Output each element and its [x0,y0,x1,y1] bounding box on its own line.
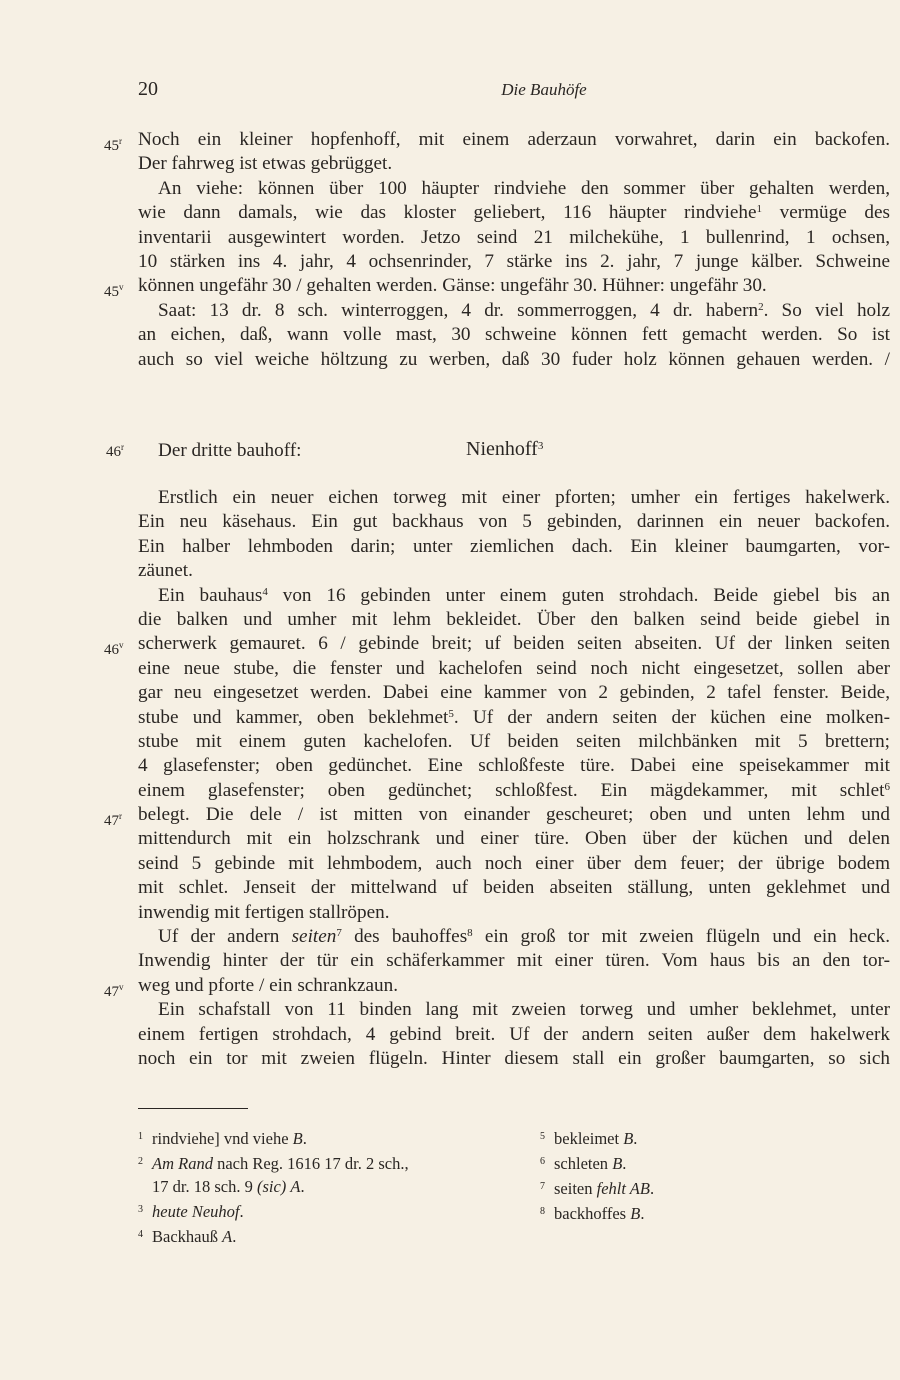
folio-number: 46 [104,642,119,659]
footnote-ref: 6 [884,780,890,793]
line-text: mittendurch mit ein holzschrank und einer türe. Oben über der küchen und delen [138,828,890,850]
line-text: inventarii ausgewintert worden. Jetzo seind 21 milchekühe, 1 bullenrind, 1 ochsen, [138,226,890,248]
line-text: inwendig mit fertigen stallröpen. [138,901,390,923]
line-text: An viehe: können über 100 häupter rindviehe den sommer über gehalten werden, [158,177,890,199]
text-line [138,779,890,803]
footnote-text: B [292,1129,303,1148]
line-text: stube mit einem guten kachelofen. Uf beiden seiten milchbänken mit 5 brettern; [138,730,890,752]
line-text: Ein schafstall von 11 binden lang mit zweien torweg und umher beklehmet, unter [158,999,890,1021]
line-text: seind 5 gebinde mit lehmbodem, auch noch einer über dem feuer; der übrige bodem [138,852,890,874]
footnote-text: schleten [554,1154,613,1173]
text-line [138,201,890,225]
footnote-text: rindviehe] vnd viehe [152,1129,293,1148]
text-line [138,348,890,372]
line-text-cont: des bauhoffes [341,926,468,948]
section-heading [106,438,890,466]
line-text: Ein bauhaus [158,584,263,606]
line-text: wie dann damals, wie das kloster geliebert, 116 häupter rindviehe [138,202,757,224]
line-text: scherwerk gemauret. 6 / gebinde breit; uf beiden seiten abseiten. Uf der linken seiten [138,633,890,655]
text-line [138,486,890,510]
folio-marker [104,275,124,304]
line-text: Inwendig hinter der tür ein schäferkammer mit einer türen. Vom haus bis an den tor- [138,950,890,972]
folio-side: v [119,282,124,293]
folio-number: 47 [104,813,119,830]
text-line [104,632,890,659]
line-text: stube und kammer, oben beklehmet [138,706,449,728]
footnote-continuation [138,1175,518,1198]
footnote-text: seiten [554,1179,597,1198]
footnote-number: 5 [540,1131,545,1142]
folio-number: 45 [104,284,119,301]
footnote-number: 7 [540,1181,545,1192]
footnote-text: . [302,1129,307,1148]
line-text: auch so viel weiche höltzung zu werben, daß 30 fuder holz können gehauen werden. / [138,348,890,370]
footnote [540,1200,840,1225]
footnote-number: 4 [138,1229,143,1240]
footnote-text: . [633,1129,638,1148]
page-header [138,78,890,104]
folio-side: v [119,640,124,651]
text-line [138,998,890,1022]
text-line [138,510,890,534]
italic-text: seiten [291,926,337,948]
footnote-ref: 3 [537,440,544,452]
footnote-text: . [640,1204,645,1223]
footnote-number: 8 [540,1206,545,1217]
footnote [540,1125,840,1150]
text-line [138,1047,890,1071]
footnote [138,1223,518,1248]
footnote [138,1198,518,1223]
footnote-text: backhoffes [554,1204,631,1223]
footnote-text: Am Rand [152,1154,213,1173]
text-line [138,730,890,754]
line-text: Noch ein kleiner hopfenhoff, mit einem aderzaun vorwahret, darin ein backofen. [138,129,890,150]
footnote-text: A [290,1177,301,1196]
text-line [138,754,890,778]
footnote [138,1150,518,1175]
text-line [138,177,890,201]
section-title: Nienhoff$^3$ [466,438,544,460]
line-text: weg und pforte / ein schrankzaun. [138,974,399,996]
footnotes-right-column [540,1125,840,1225]
folio-number: 47 [104,983,119,1000]
text-line [138,901,890,925]
folio-side: v [119,981,124,992]
text-line [104,274,890,301]
page-number: 20 [138,78,158,100]
footnote-text: . [649,1179,655,1198]
footnote-text: . [300,1177,305,1196]
footnote [540,1150,840,1175]
text-line [138,876,890,900]
text-line [138,584,890,608]
line-text: Ein halber lehmboden darin; unter ziemlichen dach. Ein kleiner baumgarten, vor- [138,535,890,557]
footnote [138,1125,518,1150]
folio-marker: 46$^r$ [106,442,124,460]
line-text: die balken und umher mit lehm bekleidet. Über den balken seind beide giebel in [138,608,890,630]
text-line [104,974,890,1000]
text-line [138,925,890,949]
footnote-ref: 8 [467,927,473,940]
footnote-text: nach Reg. 1616 17 dr. 2 sch., [212,1154,409,1173]
text-line [138,852,890,876]
line-text: zäunet. [138,560,193,582]
footnote-text: fehlt AB [596,1179,650,1198]
line-text-cont: vermüge des [761,202,890,224]
line-text: Saat: 13 dr. 8 sch. winterroggen, 4 dr. sommerroggen, 4 dr. habern [158,299,759,321]
footnote-ref: 1 [756,203,762,216]
footnote-text: B [630,1204,641,1223]
line-text: belegt. Die dele / ist mitten von einander gescheuret; oben und unten lehm und [138,804,890,826]
footnote-text: . [239,1202,244,1221]
line-text: Erstlich ein neuer eichen torweg mit einer pforten; umher ein fertiges hakelwerk. [158,487,890,508]
line-text: Uf der andern [158,926,292,948]
text-line [138,657,890,681]
footnote [540,1175,840,1200]
text-line [138,535,890,559]
footnote-text: (sic) [256,1177,287,1196]
footnote-text: . [232,1227,237,1246]
footnote-ref: 4 [262,585,268,598]
footnote-number: 3 [138,1204,143,1215]
footnote-text: heute Neuhof [152,1202,240,1221]
text-line [138,250,890,274]
paragraph-block-nienhoff [104,486,891,1071]
running-title: Die Bauhöfe [501,80,587,99]
folio-marker [104,633,124,662]
folio-marker [104,129,122,158]
footnote-number: 6 [540,1156,545,1167]
line-text-cont: von 16 gebinden unter einem guten strohdach. Beide giebel bis an [267,584,890,606]
footnote-ref: 2 [758,300,764,313]
footnote-text: Backhauß [152,1227,223,1246]
text-line [138,608,890,632]
footnote-rule [138,1108,248,1109]
footnote-number: 1 [138,1131,143,1142]
line-text: können ungefähr 30 / gehalten werden. Gänse: ungefähr 30. Hühner: ungefähr 30. [138,275,767,297]
folio-side: r [119,136,122,146]
footnote-text: B [612,1154,623,1173]
text-line [138,1023,890,1047]
text-line [138,827,890,851]
text-line [138,299,890,323]
text-line [104,128,890,154]
line-text: Der fahrweg ist etwas gebrügget. [138,153,393,175]
line-text-cont: ein groß tor mit zweien flügeln und ein heck. [472,926,891,948]
line-text: an eichen, daß, wann volle mast, 30 schweine können fett gemacht werden. So ist [138,324,890,346]
text-line [138,949,890,973]
line-text: einem glasefenster; oben gedünchet; schloßfest. Ein mägdekammer, mit schlet [138,779,885,801]
footnote-text: B [623,1129,634,1148]
paragraph-block-livestock [104,128,890,372]
text-line [104,803,890,830]
line-text: 10 stärken ins 4. jahr, 4 ochsenrinder, 7 stärke ins 2. jahr, 7 junge kälber. Schweine [138,250,890,272]
line-text: Ein neu käsehaus. Ein gut backhaus von 5 gebinden, darinnen ein neuer backofen. [138,511,890,533]
text-line [138,559,890,583]
folio-number: 45 [104,138,119,154]
line-text: mit schlet. Jenseit der mittelwand uf beiden abseiten ställung, unten geklehmet und [138,877,890,899]
text-line [138,323,890,347]
line-text: 4 glasefenster; oben gedünchet. Eine schloßfeste türe. Dabei eine speisekammer mit [138,755,890,777]
folio-side: r [119,811,122,822]
footnote-text: A [222,1227,233,1246]
footnote-ref: 5 [448,707,454,720]
text-line [138,152,890,176]
text-line [138,706,890,730]
text-line [138,226,890,250]
footnote-text: bekleimet [554,1129,624,1148]
footnote-text: 17 dr. 18 sch. 9 [152,1177,257,1196]
line-text: gar neu eingesetzet werden. Dabei eine kammer von 2 gebinden, 2 tafel fenster. Beide, [138,682,890,704]
footnotes-left-column [138,1125,518,1248]
line-text: noch ein tor mit zweien flügeln. Hinter diesem stall ein großer baumgarten, so sich [138,1047,890,1069]
text-line [138,681,890,705]
line-text-cont: . Uf der andern seiten der küchen eine molken- [453,706,890,728]
footnote-ref: 7 [336,927,342,940]
line-text: einem fertigen strohdach, 4 gebind breit. Uf der andern seiten außer dem hakelwerk [138,1023,890,1045]
footnote-number: 2 [138,1156,143,1167]
folio-marker [104,975,124,1004]
line-text-cont: . So viel holz [763,299,890,321]
folio-marker [104,804,122,833]
line-text: eine neue stube, die fenster und kachelofen seind noch nicht eingesetzet, sollen aber [138,657,890,679]
section-label: Der dritte bauhoff: [158,440,302,461]
footnote-text: . [622,1154,627,1173]
